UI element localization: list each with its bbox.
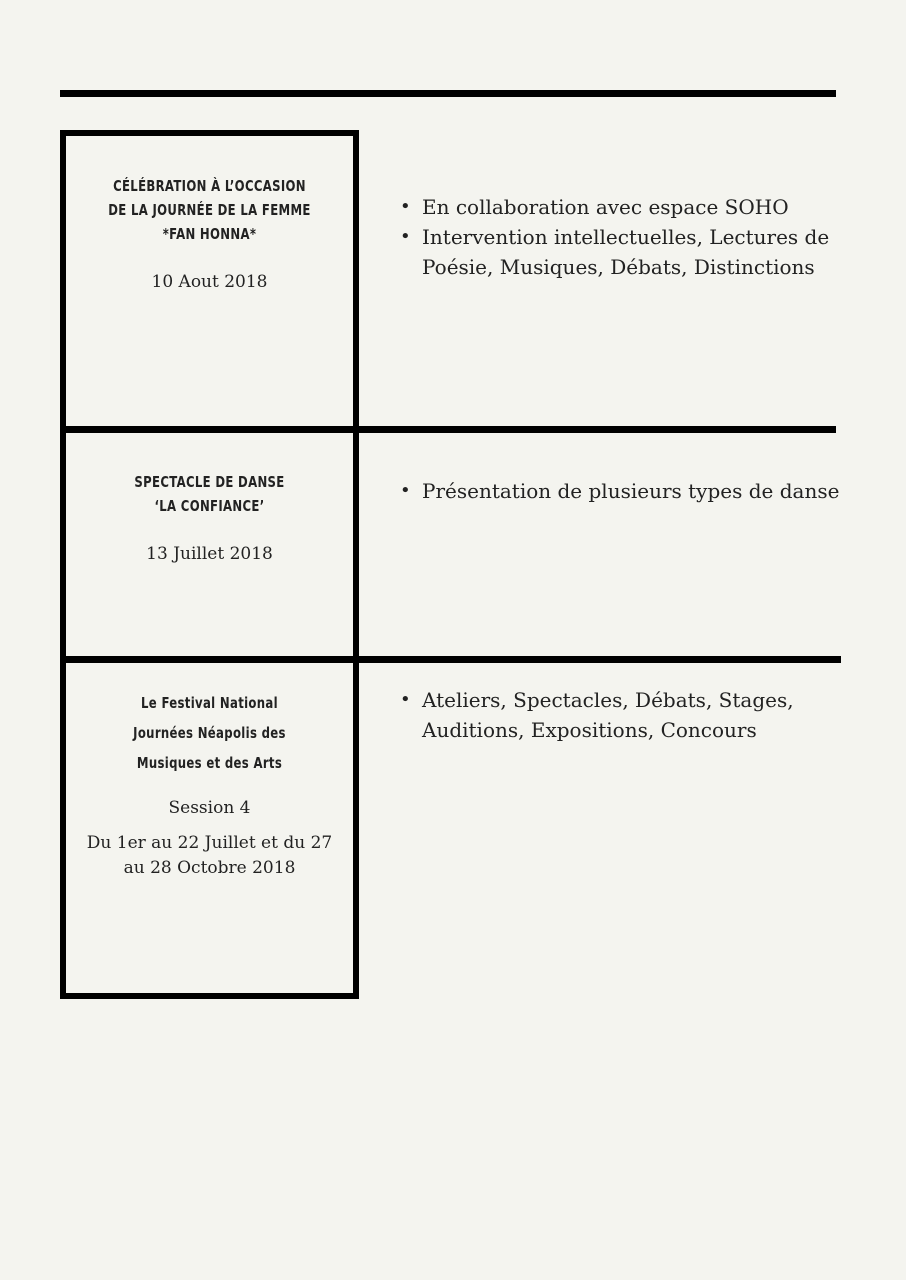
- event-2-notes: [400, 476, 840, 506]
- top-divider: [60, 90, 836, 97]
- row-divider-1: [60, 426, 836, 433]
- bullet-icon: •: [400, 480, 411, 501]
- event-3-notes: [400, 685, 820, 745]
- row-divider-2: [60, 656, 841, 663]
- event-3-heading: [66, 688, 353, 881]
- event-1-notes: [400, 192, 840, 282]
- list-item: • Ateliers, Spectacles, Débats, Stages, Auditions, Expositions, Concours: [400, 685, 820, 745]
- event-2-heading: [66, 470, 353, 567]
- event-2-date: 13 Juillet 2018: [146, 544, 273, 564]
- list-item: • Intervention intellectuelles, Lectures de Poésie, Musiques, Débats, Distinctions: [400, 222, 840, 282]
- list-item: • En collaboration avec espace SOHO: [400, 192, 840, 222]
- event-3-session: Session 4: [168, 798, 251, 818]
- event-2-title: SPECTACLE DE DANSE ‘LA CONFIANCE’: [134, 473, 285, 515]
- bullet-icon: •: [400, 196, 411, 217]
- bullet-icon: •: [400, 689, 411, 710]
- bullet-icon: •: [400, 226, 411, 247]
- event-1-date: 10 Aout 2018: [151, 272, 268, 292]
- event-3-title: Le Festival National Journées Néapolis des Musiques et des Arts: [133, 694, 286, 772]
- event-1-heading: [66, 174, 353, 295]
- list-item: • Présentation de plusieurs types de danse: [400, 476, 840, 506]
- event-1-title: CÉLÉBRATION À L’OCCASION DE LA JOURNÉE DE LA FEMME *FAN HONNA*: [108, 177, 311, 243]
- event-titles-box: [60, 130, 359, 999]
- event-3-date: Du 1er au 22 Juillet et du 27 au 28 Octobre 2018: [86, 833, 333, 878]
